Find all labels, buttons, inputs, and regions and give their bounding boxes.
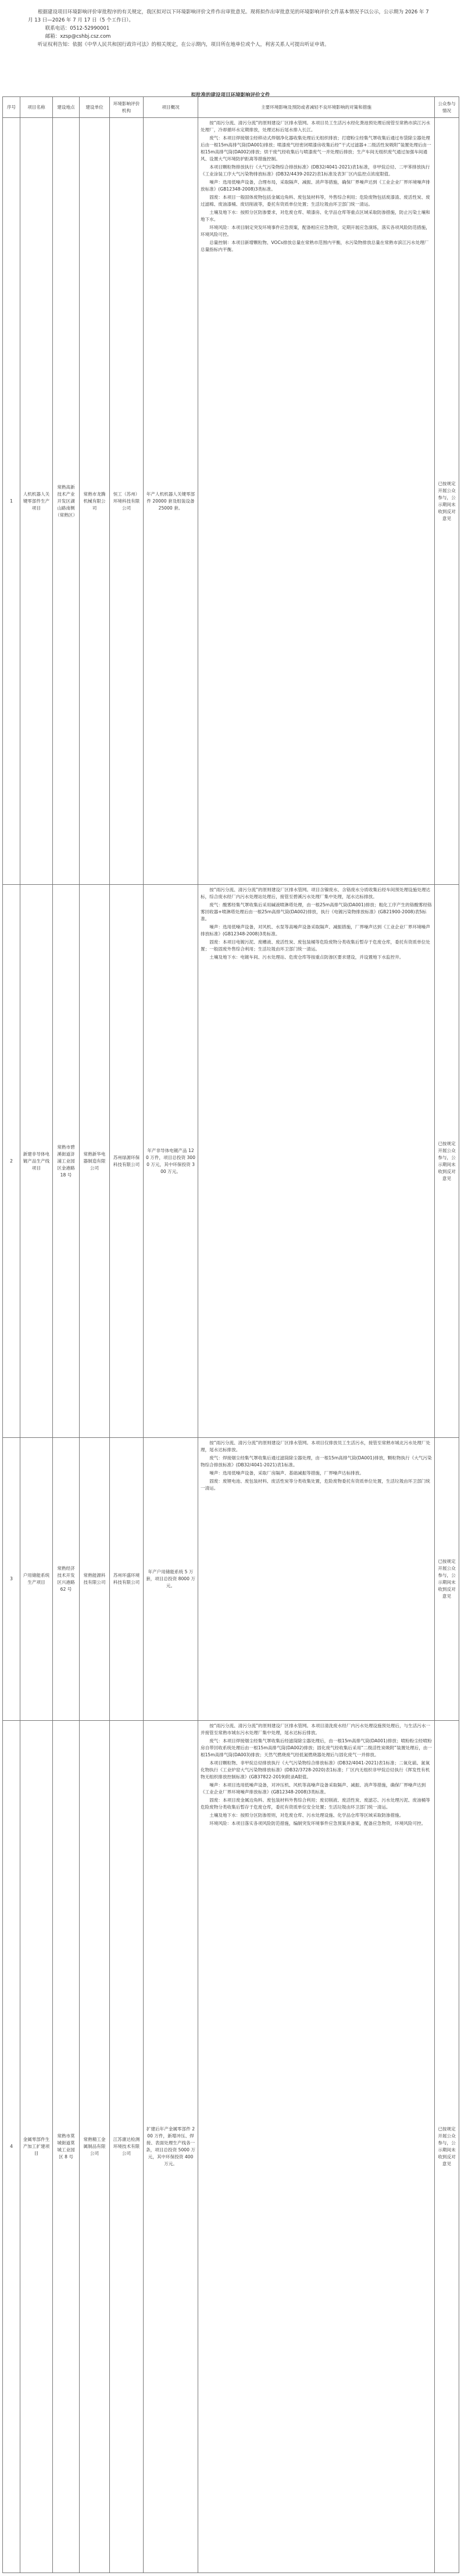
email-label: 邮箱： (45, 34, 60, 40)
table-row (3, 118, 459, 885)
cell-owner: 常熟市龙腾机械有限公司 (80, 118, 110, 885)
header-agency: 环境影响评价机构 (110, 97, 144, 118)
header-owner: 建设单位 (80, 97, 110, 118)
contact-phone (28, 24, 435, 33)
project-table (2, 96, 459, 2573)
cell-measures (198, 885, 435, 1438)
phone-label: 联系电话： (45, 26, 70, 31)
cell-participation: 已按规定开展公众参与，公示期间未收到反对意见 (435, 1438, 459, 1721)
cell-participation: 已按规定开展公众参与，公示期间未收到反对意见 (435, 118, 459, 885)
measure-paragraph: 总量控制：本项目新增颗粒物、VOCs排放总量在常熟市范围内平衡，水污染物排放总量在常熟市滨江污水处理厂总量指标内平衡。 (201, 240, 429, 252)
header-location: 建设地点 (53, 97, 80, 118)
measure-paragraph: 噪声：本项目选用低噪声设备，对冲压机、风机等高噪声设备采取隔声、减振、消声等措施，确保厂界噪声达到《工业企业厂界环境噪声排放标准》(GB12348-2008)3类标准。 (201, 1782, 426, 1795)
cell-agency: 江苏康达检测环境技术有限公司 (110, 1721, 144, 2573)
measure-paragraph: 固废：本项目废金属边角料、废包装材料外售综合利用；废切削液、废活性炭、废滤芯、污水处理污泥、废油桶等危险废物分类收集后暂存于危废仓库，委托有资质单位安全处置；生活垃圾由环卫部门统一清运。 (201, 1798, 430, 1810)
cell-participation: 已按规定开展公众参与，公示期间未收到反对意见 (435, 885, 459, 1438)
phone-value: 0512-52990001 (70, 26, 110, 31)
table-row (3, 1721, 459, 2573)
measure-paragraph: 本项目颗粒物排放执行《大气污染物综合排放标准》(DB32/4041-2021)表1标准，非甲烷总烃、二甲苯排放执行《工业涂装工序大气污染物排放标准》(DB32/4439-2022)表1标准及表3厂区内监控点浓度限值。 (201, 164, 430, 177)
cell-owner: 常熟精工金属制品有限公司 (80, 1721, 110, 2573)
measure-paragraph: 本项目颗粒物、非甲烷总烃排放执行《大气污染物综合排放标准》(DB32/4041-2021)表1标准；二氧化硫、氮氧化物执行《工业炉窑大气污染物排放标准》(DB32/3728-2020)表1标准；厂区内无组织非甲烷总烃执行《挥发性有机物无组织排放控制标准》(GB37822-2019)附录A限值。 (201, 1760, 430, 1779)
measure-paragraph: 废气：本项目焊接烟尘经集气罩收集后经滤筒除尘器处理后，由一根15m高排气筒(DA001)排放；喷粉粉尘经喷粉房自带回收系统处理后由一根15m高排气筒(DA002)排放；固化废气经收集后采用“二级活性炭吸附”装置处理后，由一根15m高排气筒(DA003)排放；天然气燃烧废气经低氮燃烧器处理后与固化废气一并排放。 (201, 1738, 432, 1757)
table-row (3, 885, 459, 1438)
cell-agency: 苏州绿源环保科技有限公司 (110, 885, 144, 1438)
cell-summary: 年产人机机器人关键零部件 20000 套及组装设备 25000 套。 (144, 118, 198, 885)
table-title: 拟批准的建设项目环境影响评价文件 (191, 92, 270, 98)
notice-paragraph: 根据建设项目环境影响评价审批程序的有关规定，我区拟对以下环境影响评价文件作出审批意见。现将拟作出审批意见的环境影响评价文件基本情况予以公示，公示期为 2026 年 7 月 13 日—2026 年 7 月 17 日（5 个工作日）。 (28, 9, 429, 23)
cell-name: 新建非导体电镀产品生产线项目 (20, 885, 53, 1438)
measure-paragraph: 土壤及地下水：电镀车间、污水处理站、危废仓库等按重点防渗区要求建设，并设置地下水监控井。 (209, 955, 404, 960)
cell-no: 4 (3, 1721, 20, 2573)
cell-participation: 已按规定开展公众参与，公示期间未收到反对意见 (435, 1721, 459, 2573)
header-summary: 项目概况 (144, 97, 198, 118)
measure-paragraph: 固废：本项目一般固体废物包括金属边角料、废包装材料等，外售综合利用；危险废物包括废漆渣、废活性炭、废过滤棉、废油漆桶、废切削液等，委托有资质单位处置；生活垃圾由环卫部门统一清运。 (201, 195, 430, 207)
notice-intro (28, 8, 435, 49)
table-header-row (3, 97, 459, 118)
cell-no: 2 (3, 885, 20, 1438)
measure-paragraph: 噪声：选用低噪声设备，对风机、水泵等高噪声设备采取隔声、减振措施，厂界噪声达到《工业企业厂界环境噪声排放标准》(GB12348-2008)3类标准。 (201, 924, 430, 937)
contact-email (28, 33, 435, 41)
cell-summary: 扩建后年产金属零部件 200 万件，新增冲压、焊接、表面处理生产线各一条，项目总投资 5000 万元，其中环保投资 400 万元。 (144, 1721, 198, 2573)
header-measures: 主要环境影响及预防或者减轻不良环境影响的对策和措施 (198, 97, 435, 118)
cell-location: 常熟市碧溪街道浒浦工业园区金港路 18 号 (53, 885, 80, 1438)
measure-paragraph: 环境风险：本项目落实各项风险防范措施，编制突发环境事件应急预案并备案，配备应急物资，环境风险可控。 (209, 1821, 426, 1826)
measure-paragraph: 废气：本项目焊接烟尘经移动式焊烟净化器收集处理后无组织排放；打磨粉尘经集气罩收集后通过布袋除尘器处理后由一根15m高排气筒(DA001)排放；喷漆废气经密闭喷漆房收集后经“干式过滤器+二级活性炭吸附”装置处理后由一根15m高排气筒(DA002)排放；烘干废气经收集后与喷漆废气一并处理后排放；生产车间无组织废气通过加强车间通风、设置大气环境防护距离等措施控制。 (201, 135, 431, 162)
cell-location: 常熟高新技术产业开发区湖山路南侧（常熟区） (53, 118, 80, 885)
email-link[interactable]: xzsp@cshbj.csz.com (60, 34, 111, 40)
cell-owner: 常熟能源科技有限公司 (80, 1438, 110, 1721)
hearing-notice: 听证权利告知：依据《中华人民共和国行政许可法》的相关规定，在公示期内，项目所在地单位或个人，利害关系人可提出听证申请。 (38, 42, 330, 48)
measure-paragraph: 噪声：选用低噪声设备，合理布局，采取隔声、减振、消声等措施，确保厂界噪声达到《工业企业厂界环境噪声排放标准》(GB12348-2008)3类标准。 (201, 180, 430, 192)
table-row (3, 1438, 459, 1721)
measure-paragraph: 按“雨污分流、清污分流”的原则建设厂区排水管网。本项目清洗废水经厂内污水处理设施预处理后，与生活污水一并接管至常熟市城东污水处理厂集中处理，尾水达标后排放。 (201, 1723, 431, 1735)
measure-paragraph: 按“雨污分流、清污分流”的原则建设厂区排水管网。本项目员工生活污水经化粪池预处理后接管至常熟市滨江污水处理厂，冷却循环水定期排放，处理达标后尾水排入长江。 (201, 120, 431, 132)
cell-location: 常熟经济技术开发区兴港路 62 号 (53, 1438, 80, 1721)
measure-paragraph: 按“雨污分流、清污分流”的原则建设厂区排水管网。本项目仅排放员工生活污水，接管至常熟市城北污水处理厂处理，尾水达标排放。 (201, 1440, 431, 1452)
measure-paragraph: 固废：本项目电镀污泥、废槽液、废活性炭、废包装桶等危险废物分类收集后暂存于危废仓库，委托有资质单位处置；一般固废外售综合利用；生活垃圾由环卫部门统一清运。 (201, 939, 430, 952)
cell-owner: 常熟新华电器制造有限公司 (80, 885, 110, 1438)
measure-paragraph: 废气：焊接烟尘经集气罩收集后通过滤筒除尘器处理，由一根15m高排气筒(DA001)排放，颗粒物执行《大气污染物综合排放标准》(DB32/4041-2021)表1标准。 (201, 1455, 432, 1468)
cell-measures (198, 118, 435, 885)
measure-paragraph: 土壤及地下水：按照分区防渗要求，对危废仓库、喷漆房、化学品仓库等重点区域采取防渗措施，防止污染土壤和地下水。 (201, 210, 430, 222)
cell-measures (198, 1438, 435, 1721)
measure-paragraph: 噪声：选用低噪声设备，采取厂房隔声、基础减振等措施，厂界噪声达标排放。 (209, 1470, 364, 1476)
cell-summary: 年产户用储能系统 5 万套，项目总投资 8000 万元。 (144, 1438, 198, 1721)
cell-no: 3 (3, 1438, 20, 1721)
measure-paragraph: 土壤及地下水：按照分区防渗原则，对危废仓库、污水处理设施、化学品仓库等区域采取防渗措施。 (209, 1813, 404, 1818)
cell-name: 户用储能系统生产项目 (20, 1438, 53, 1721)
measure-paragraph: 废气：酸雾经集气罩收集后采用碱液喷淋塔处理，由一根25m高排气筒(DA001)排放；粗化工序产生的铬酸雾经铬雾回收器+喷淋塔处理后由一根25m高排气筒(DA002)排放，执行《电镀污染物排放标准》(GB21900-2008)表5标准。 (201, 902, 432, 921)
measure-paragraph: 固废：废锂电池、废包装材料、废活性炭等分类收集处置，危险废物委托有资质单位处置，生活垃圾由环卫部门统一清运。 (201, 1479, 430, 1491)
cell-name: 金属零部件生产加工扩建项目 (20, 1721, 53, 2573)
header-participation: 公众参与情况 (435, 97, 459, 118)
cell-no: 1 (3, 118, 20, 885)
measure-paragraph: 按“雨污分流、清污分流”的原则建设厂区排水管网。项目含镍废水、含铬废水分质收集后经车间预处理设施处理达标，综合废水经厂内污水处理站处理后，接管至碧溪污水处理厂集中处理，尾水达标排放。 (201, 887, 431, 899)
cell-location: 常熟市莫城街道莫城工业园区 8 号 (53, 1721, 80, 2573)
header-name: 项目名称 (20, 97, 53, 118)
cell-name: 人机机器人关键零部件生产项目 (20, 118, 53, 885)
cell-agency: 苏州环盛环境科技有限公司 (110, 1438, 144, 1721)
cell-measures (198, 1721, 435, 2573)
cell-summary: 年产非导体电镀产品 120 万件，项目总投资 3000 万元，其中环保投资 300 万元。 (144, 885, 198, 1438)
cell-agency: 恒工（苏州）环境科技有限公司 (110, 118, 144, 885)
header-no: 序号 (3, 97, 20, 118)
measure-paragraph: 环境风险：本项目制定突发环境事件应急预案，配备相应应急物资，定期开展应急演练，落实各项风险防范措施，环境风险可控。 (201, 225, 430, 237)
